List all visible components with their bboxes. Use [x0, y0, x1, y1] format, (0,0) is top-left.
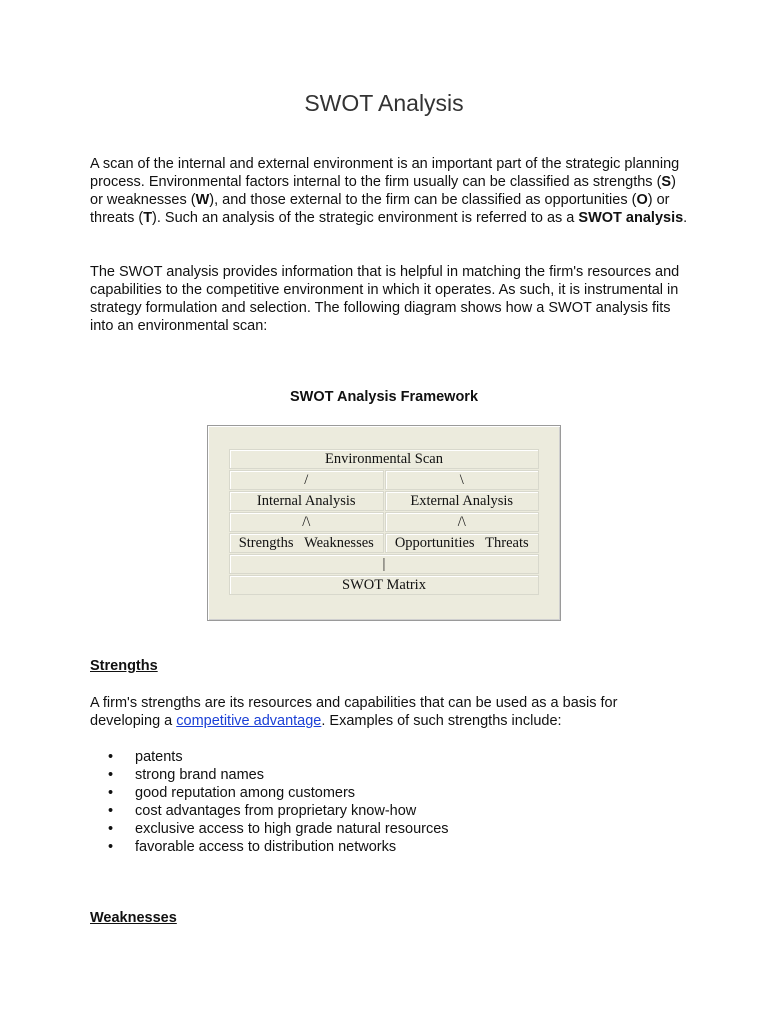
- list-item: • strong brand names: [108, 766, 449, 784]
- page-title: SWOT Analysis: [304, 90, 464, 116]
- weaknesses-heading: Weaknesses: [90, 910, 177, 926]
- strengths-paragraph: A firm's strengths are its resources and capabilities that can be used as a basis for developing a competitive advantage. Examples of such strengths include:: [90, 695, 618, 729]
- strengths-weaknesses-cell: Strengths Weaknesses: [229, 533, 384, 553]
- intro-paragraph-1: A scan of the internal and external environment is an important part of the strategic planning process. Environmental factors internal to the firm usually can be classified as strengths (S) or weaknesses (W), and those external to the firm can be classified as opportunities (O) or threats (T). Such an analysis of the strategic environment is referred to as a SWOT analysis.: [90, 156, 688, 226]
- connector-cell: |: [229, 554, 539, 574]
- strengths-heading: Strengths: [90, 658, 158, 674]
- strengths-list: [108, 748, 449, 856]
- competitive-advantage-link[interactable]: competitive advantage: [176, 713, 322, 729]
- framework-title: SWOT Analysis Framework: [289, 389, 479, 405]
- intro-paragraph-2: The SWOT analysis provides information that is helpful in matching the firm's resources and capabilities to the competitive environment in which it operates. As such, it is instrumental in strategy formulation and selection. The following diagram shows how a SWOT analysis fits into an environmental scan:: [90, 264, 680, 334]
- opportunities-threats-cell: Opportunities Threats: [385, 533, 540, 553]
- list-item: • patents: [108, 748, 449, 766]
- internal-branch-cell: /\: [229, 512, 384, 532]
- framework-table: [228, 448, 540, 596]
- swot-framework-diagram: [207, 425, 561, 621]
- swot-matrix-cell: SWOT Matrix: [229, 575, 539, 595]
- list-item: • cost advantages from proprietary know-how: [108, 802, 449, 820]
- list-item: • exclusive access to high grade natural resources: [108, 820, 449, 838]
- external-analysis-cell: External Analysis: [385, 491, 540, 511]
- list-item: • favorable access to distribution networks: [108, 838, 449, 856]
- list-item: • good reputation among customers: [108, 784, 449, 802]
- environmental-scan-cell: Environmental Scan: [229, 449, 539, 469]
- external-branch-cell: /\: [385, 512, 540, 532]
- internal-analysis-cell: Internal Analysis: [229, 491, 384, 511]
- swot-analysis-term: SWOT analysis: [578, 210, 684, 226]
- branch-right-cell: \: [385, 470, 540, 490]
- branch-left-cell: /: [229, 470, 384, 490]
